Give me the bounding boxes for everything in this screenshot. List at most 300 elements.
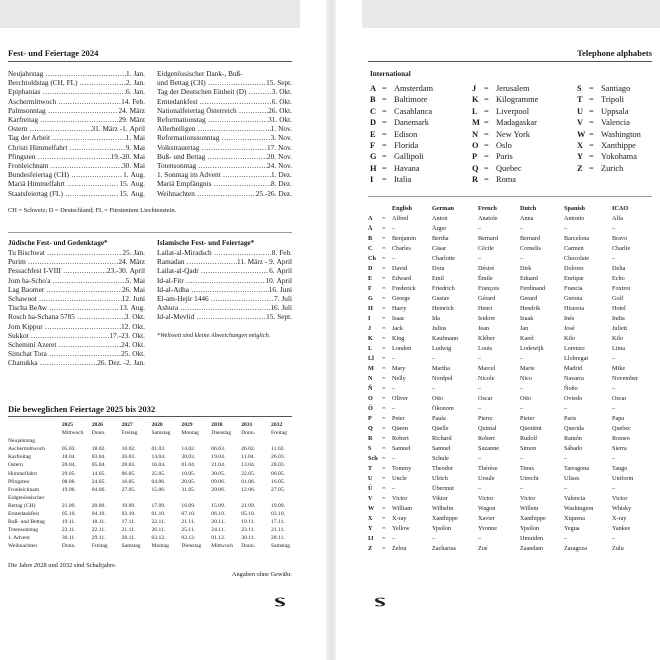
holiday-name: Tag der Arbeit ..... [8,133,126,142]
table-cell: 18.04. [61,454,76,461]
table-cell: 14.02. [181,446,196,453]
code-word: Dora [432,265,445,272]
letter: G [368,295,373,302]
year-header: 2030 [211,422,223,428]
table-cell [270,494,300,502]
table-row [368,504,652,514]
table-cell: 11.04. [241,454,255,461]
holiday-day: 12. [121,294,131,304]
letter: R [472,175,479,185]
holiday-month: Juli [281,303,292,313]
table-row [368,364,652,374]
equals-sign: = [589,106,594,116]
holiday-day: 29. [118,115,128,125]
holiday-month: Okt. [132,312,145,322]
code-word: – [392,225,396,232]
table-cell: 23.11. [61,527,76,534]
code-word: Victor [612,495,628,502]
table-row [7,518,300,526]
phone-alphabets-title: Telephone alphabets [577,48,652,58]
holiday-day: 6. [125,87,132,97]
table-cell: 01.03. [151,446,166,453]
table-row [368,254,652,264]
table-cell: 03.10. [271,511,286,518]
table-cell: 20.05. [181,478,196,485]
alphabet-entry [577,106,641,117]
holiday-name: Bundesfeiertag (CH) ..... [8,170,123,179]
equals-sign: = [484,163,489,173]
holiday-day: 6. [269,266,275,276]
equals-sign: = [382,505,386,512]
language-header: French [478,205,497,212]
table-cell: 19.04. [211,454,226,461]
table-cell: 03.04. [91,454,106,461]
movable-title: Die beweglichen Feiertage 2025 bis 2032 [8,404,156,414]
table-row [368,414,652,424]
table-row [7,445,300,453]
holiday-name: Aschermittwoch ..... [8,97,121,106]
code-word: Xavier [478,515,495,522]
islamic-note: *Weltweit sind kleine Abweichungen möglich. [157,331,271,339]
table-cell: 05.10. [61,511,76,518]
letter: M [368,365,374,372]
code-word: – [392,355,396,362]
table-cell [61,494,91,502]
letter: C [368,245,373,252]
code-word: – [432,355,436,362]
table-cell [240,494,270,502]
code-word: Willem [520,505,539,512]
letter: Sch [368,455,378,462]
letter: B [368,235,373,242]
table-row [368,524,652,534]
alphabet-entry [370,151,433,162]
disclaimer: Angaben ohne Gewähr. [231,571,292,578]
table-cell: 28.11. [121,535,136,542]
code-word: – [564,405,568,412]
alphabet-entry [577,117,641,128]
holiday-month: April [129,266,145,276]
code-word: Friedrich [432,285,455,292]
holiday-month: Okt. [279,115,292,125]
code-word: Inés [564,315,575,322]
table-cell [180,494,210,502]
table-cell: 19.09. [271,502,286,509]
holiday-row [8,285,145,294]
table-row [368,344,652,354]
code-word: – [478,535,482,542]
code-word: Quebec [496,163,522,173]
holiday-name: Reformationssonntag ..... [157,133,271,142]
table-cell: 12.06. [241,486,256,493]
equals-sign: = [382,118,387,128]
title-rule [8,61,292,62]
code-word: Schule [432,455,449,462]
holiday-name: Eidgenössischer Dank-, Buß- [157,69,243,78]
table-cell: Freitag [121,430,138,437]
table-cell: Donn. [241,430,256,437]
code-word: Kléber [478,335,495,342]
holiday-name: Palmsonntag ..... [8,106,118,115]
equals-sign: = [382,395,386,402]
table-cell: 24.05. [91,478,106,485]
table-row [7,534,300,542]
code-word: Charles [392,245,411,252]
code-word: Bravo [612,235,628,242]
holidays-column-1 [8,69,145,198]
holiday-row [8,189,145,198]
code-word: Isaac [392,315,405,322]
table-cell [91,437,121,445]
equals-sign: = [382,152,387,162]
table-cell: Mittwoch [211,543,234,550]
table-cell: 21.09. [241,502,256,509]
alphabet-entry [472,174,538,185]
holiday-row [157,248,292,257]
equals-sign: = [382,295,386,302]
code-word: Yokohama [601,152,637,162]
code-word: Alfa [612,215,623,222]
code-word: Emil [432,275,445,282]
letter: X [577,141,584,151]
row-label: Pfingsten [8,478,30,485]
table-cell: 17.11. [271,519,285,526]
table-cell: 26.02. [241,446,256,453]
code-word: Quelle [432,425,449,432]
table-row [368,484,652,494]
table-cell: Mittwoch [61,430,84,437]
table-cell: 21.11. [271,527,285,534]
holiday-month: Dez. [278,188,292,198]
equals-sign: = [382,345,386,352]
holiday-day: 6. [271,96,278,106]
table-cell [270,437,300,445]
letter: H [368,305,373,312]
equals-sign: = [382,385,386,392]
table-cell [121,494,151,502]
code-word: Francia [564,285,583,292]
alphabet-entry [370,163,433,174]
code-word: Zaragoza [564,545,588,552]
table-row [7,510,300,518]
equals-sign: = [589,141,594,151]
holiday-row [157,69,292,78]
holiday-row [157,87,292,96]
code-word: – [564,455,568,462]
holiday-name: Totensonntag ..... [157,161,267,170]
table-cell: 26.11. [151,527,166,534]
holiday-day: 26. [268,105,278,115]
code-word: – [612,485,616,492]
equals-sign: = [589,84,594,93]
code-word: Robert [478,435,495,442]
code-word: – [520,355,524,362]
code-word: Jean [478,325,489,332]
table-row [368,424,652,434]
code-word: Henri [478,305,493,312]
code-word: Sierra [612,445,627,452]
holiday-row [8,106,145,115]
letter: I [368,315,371,322]
holiday-name: Pessachfest I-VIII ..... [8,266,107,275]
holiday-name: Epiphanias ..... [8,87,126,96]
holiday-name: Christi Himmelfahrt ..... [8,143,126,152]
code-word: – [478,385,482,392]
table-row [368,334,652,344]
equals-sign: = [589,163,594,173]
holiday-day: 24. [121,340,131,350]
alphabet-entry [472,129,538,140]
code-word: Chocolate [564,255,590,262]
code-word: Tarragona [564,465,589,472]
holiday-row [8,276,145,285]
table-row [368,474,652,484]
table-row [368,454,652,464]
equals-sign: = [382,335,386,342]
code-word: – [478,485,482,492]
holiday-month: Juni [132,294,145,304]
code-word: Viktor [432,495,448,502]
table-cell: 14.05. [91,470,106,477]
code-word: Rudolf [520,435,538,442]
code-word: Valencia [601,118,630,128]
holiday-name: Jom ha-Scho'a ..... [8,276,126,285]
holiday-row [8,115,145,124]
code-word: Tango [612,465,628,472]
language-header: German [432,205,454,212]
table-row [368,394,652,404]
letter: H [370,163,377,173]
table-cell [121,437,151,445]
holiday-name: Lailat-al-Qadr ..... [157,266,269,275]
holiday-day: 7. [273,294,280,304]
alphabet-entry [577,140,641,151]
holiday-day: 26. Dez. -2. [97,358,132,368]
holiday-name: Buß- und Bettag ..... [157,152,267,161]
table-cell: 19.09. [121,502,136,509]
table-cell: 11.02. [271,446,285,453]
holiday-row [157,143,292,152]
row-label: Ostern [8,462,23,469]
table-cell: 09.06. [211,478,226,485]
equals-sign: = [382,545,386,552]
code-word: Quintal [478,425,497,432]
holiday-day: 24. [266,161,277,171]
equals-sign: = [589,129,594,139]
code-word: – [520,485,524,492]
holiday-name: Ashura ..... [157,303,270,312]
letter: Y [577,152,584,162]
code-word: Madrid [564,365,583,372]
alphabet-entry [370,106,433,117]
letter: Ch [368,255,376,262]
table-row [368,444,652,454]
code-word: Cornelis [520,245,541,252]
year-header: 2029 [181,422,193,428]
holiday-month: Mai [133,161,145,171]
code-word: Ärger [432,225,447,232]
holiday-month: Aug. [130,303,145,313]
holiday-month: Okt. [279,87,292,97]
equals-sign: = [382,485,386,492]
code-word: Xanthippe [520,515,546,522]
code-word: – [392,535,396,542]
letter: Ll [368,355,374,362]
code-word: Liverpool [496,106,530,116]
table-row [368,534,652,544]
holiday-name: Erntedankfest ..... [157,97,272,106]
holidays-title: Fest- und Feiertage 2024 [8,48,99,58]
table-row [368,224,652,234]
code-word: Anna [520,215,534,222]
code-word: – [564,225,568,232]
code-word: Danemark [394,118,429,128]
equals-sign: = [382,106,387,116]
code-word: Edison [394,129,418,139]
letter: D [370,118,377,128]
holiday-name: Rosch ha-Schana 5785 ..... [8,312,125,321]
holiday-month: März [129,105,145,115]
letter: Q [368,425,373,432]
code-word: Ferdinand [520,285,546,292]
equals-sign: = [382,84,387,93]
table-cell: 05.10. [241,511,256,518]
code-word: Ökonom [432,405,454,412]
letter: K [368,335,373,342]
alphabet-entry [577,163,641,174]
table-cell: 30.05. [211,470,226,477]
holiday-month: Dez. [278,170,292,180]
code-word: King [392,335,405,342]
table-row [368,214,652,224]
holiday-day: 16. [270,303,280,313]
code-word: Historia [564,305,584,312]
table-cell: Donn. [241,543,256,550]
holiday-name: Id-al-Mevlid ..... [157,312,266,321]
holiday-month: März [129,257,145,267]
letter: A [370,84,377,93]
table-cell: 20.09. [91,502,106,509]
table-cell: 06.05. [121,470,136,477]
table-row [7,526,300,534]
table-row [7,453,300,461]
table-cell: 10.05. [181,470,196,477]
year-header: 2027 [121,422,133,428]
holiday-day: 25. [122,248,132,257]
alphabet-entry [472,106,538,117]
code-word: David [392,265,408,272]
table-row [368,404,652,414]
jewish-section [8,239,145,368]
equals-sign: = [484,106,489,116]
table-row [368,264,652,274]
code-word: Uniform [612,475,634,482]
holiday-month: April [276,266,292,276]
code-word: Désiré [478,265,495,272]
equals-sign: = [589,118,594,128]
holiday-month: Okt. [132,330,145,340]
code-word: – [612,455,616,462]
holiday-name: Karfreitag ..... [8,115,118,124]
equals-sign: = [382,445,386,452]
code-word: Heinrich [432,305,454,312]
code-word: – [612,405,616,412]
islamic-section [157,239,292,339]
code-word: William [392,505,413,512]
holiday-row [157,133,292,142]
code-word: Ursule [478,475,495,482]
holiday-month: Mai [133,284,145,294]
letter: Y [368,525,373,532]
holiday-row [8,97,145,106]
code-word: Jack [392,325,403,332]
international-column-3 [577,83,641,174]
code-word: Pierre [478,415,493,422]
holiday-row [157,257,292,266]
code-word: Marie [520,365,535,372]
letter: C [370,106,377,116]
code-word: Ludwig [432,345,452,352]
holiday-row [157,303,292,312]
table-cell: 28.03. [121,462,136,469]
table-cell: 06.05. [271,470,286,477]
alphabet-entry [370,129,433,140]
top-strip [0,0,300,28]
table-cell: 01.10. [151,511,166,518]
code-word: Zoé [478,545,488,552]
holiday-row [8,340,145,349]
code-word: Foxtrot [612,285,631,292]
code-word: Anton [432,215,448,222]
letter: W [577,129,586,139]
letter: Ä [368,225,373,232]
code-word: Lodewijk [520,345,544,352]
code-word: Quotiënt [520,425,542,432]
table-cell: 28.11. [271,535,285,542]
holiday-month: Sept. [277,78,292,88]
table-cell: 27.05. [121,486,136,493]
letter: A [368,215,373,222]
letter: Ñ [368,385,373,392]
code-word: – [612,385,616,392]
code-word: Pieter [520,415,535,422]
holiday-day: 20. [266,151,277,161]
holiday-month: Feb. [279,248,292,257]
code-word: Émile [478,275,493,282]
code-word: – [564,485,568,492]
code-word: Yellow [392,525,410,532]
holiday-row [8,161,145,170]
equals-sign: = [382,255,386,262]
holiday-day: 5. [125,275,132,285]
equals-sign: = [382,495,386,502]
equals-sign: = [382,405,386,412]
code-word: Izaak [520,315,534,322]
table-cell: 08.06. [61,478,76,485]
code-word: New York [496,129,530,139]
code-word: Samuel [432,445,451,452]
code-word: Madagaskar [496,118,537,128]
table-row [368,234,652,244]
table-cell: 30.11. [241,535,255,542]
code-word: Whisky [612,505,632,512]
equals-sign: = [382,355,386,362]
letter: IJ [368,535,374,542]
code-word: Mike [612,365,626,372]
holiday-day: 15. [119,179,129,189]
code-word: Ulises [564,475,580,482]
holiday-row [157,152,292,161]
